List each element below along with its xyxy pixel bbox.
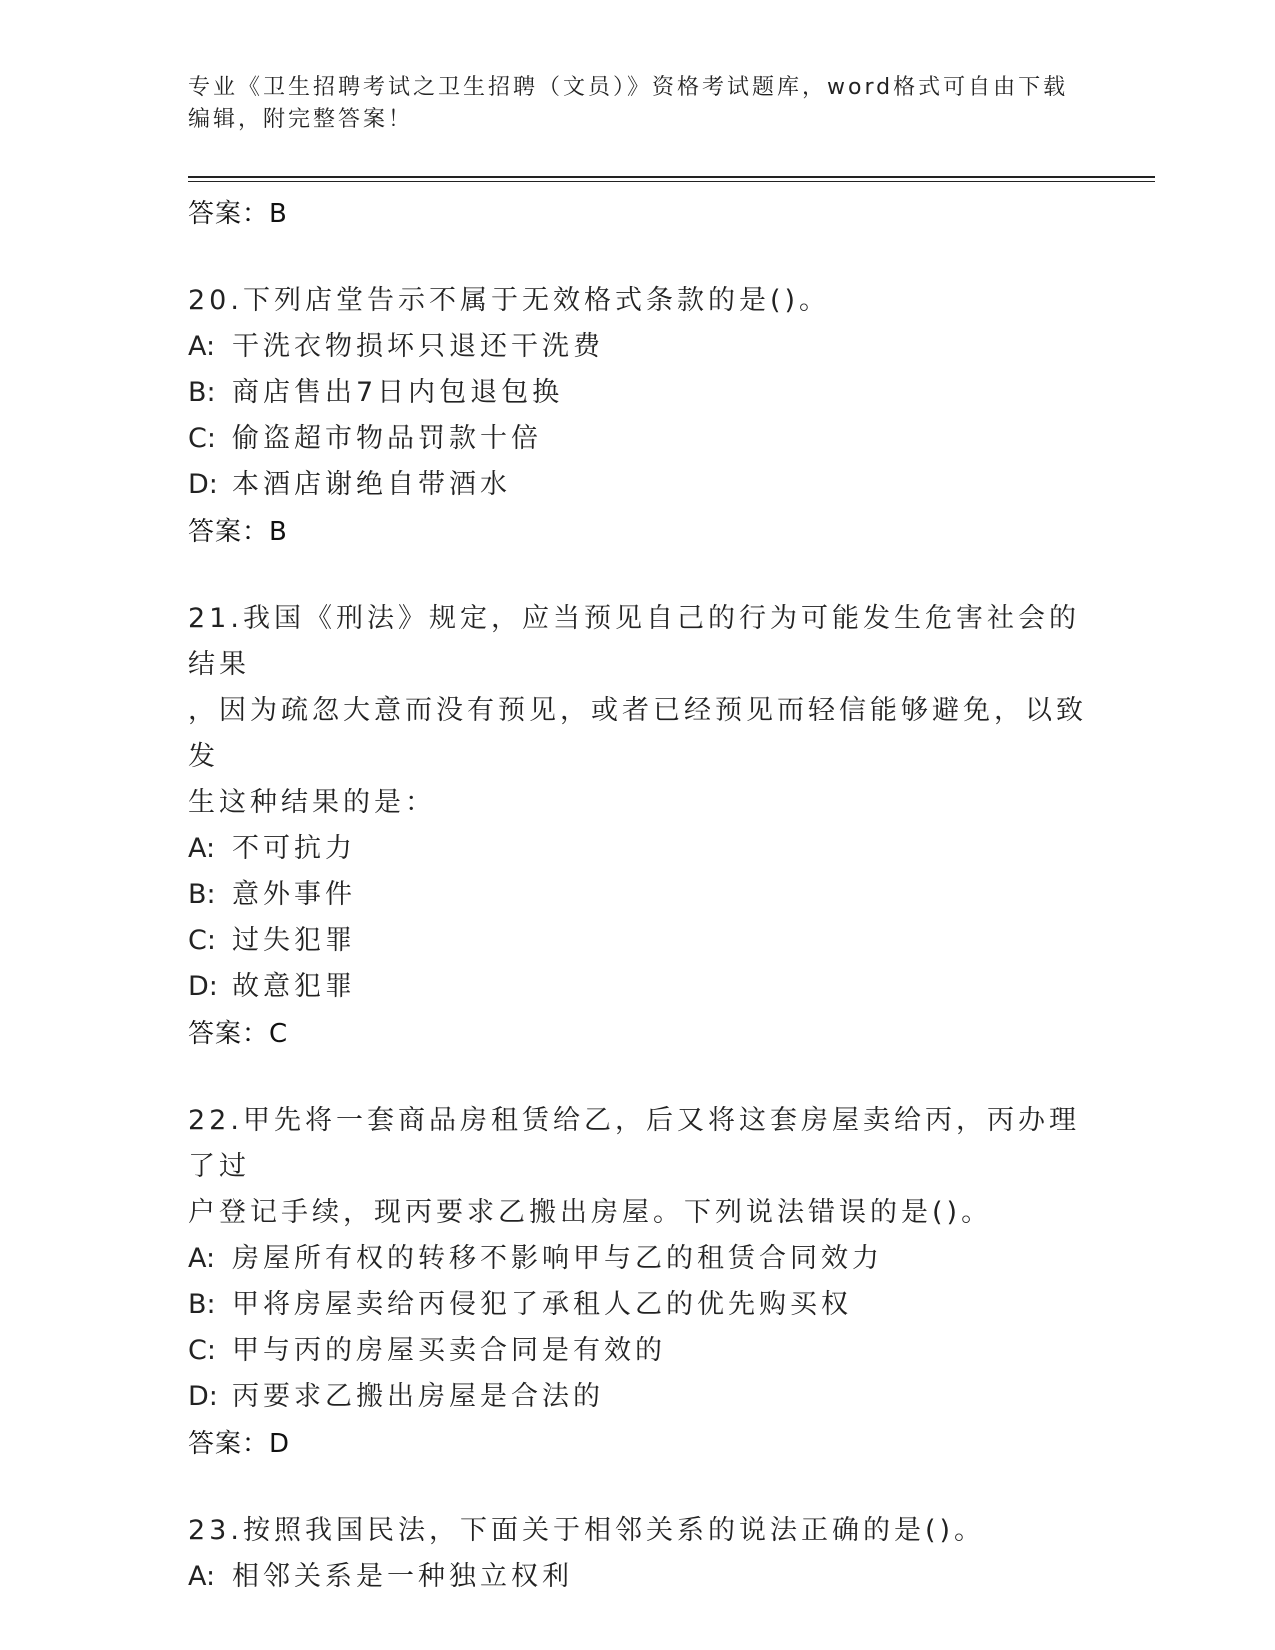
answer-value: B (269, 199, 287, 229)
option-key: A: (188, 833, 216, 864)
question-block (188, 596, 1088, 1052)
answer-line (188, 196, 1088, 232)
option-item (188, 826, 1088, 872)
question-stem-line: 21.我国《刑法》规定，应当预见自己的行为可能发生危害社会的结果 (188, 603, 1080, 680)
option-text: 偷盗超市物品罚款十倍 (232, 423, 542, 454)
answer-line (188, 1016, 1088, 1052)
question-block (188, 1098, 1088, 1462)
question-spacer (188, 232, 1088, 278)
question-stem-line: 23.按照我国民法，下面关于相邻关系的说法正确的是()。 (188, 1515, 986, 1546)
option-item (188, 1374, 1088, 1420)
question-block (188, 278, 1088, 550)
option-text: 相邻关系是一种独立权利 (232, 1561, 573, 1592)
header-divider (188, 176, 1155, 182)
answer-value: C (269, 1019, 288, 1049)
option-text: 商店售出7日内包退包换 (232, 377, 564, 408)
option-key: D: (188, 971, 218, 1002)
question-stem-line: 22.甲先将一套商品房租赁给乙，后又将这套房屋卖给丙，丙办理了过 (188, 1105, 1080, 1182)
option-item (188, 370, 1088, 416)
option-text: 房屋所有权的转移不影响甲与乙的租赁合同效力 (232, 1243, 883, 1274)
option-item (188, 1554, 1088, 1600)
option-text: 丙要求乙搬出房屋是合法的 (232, 1381, 604, 1412)
option-key: B: (188, 879, 216, 910)
option-text: 甲与丙的房屋买卖合同是有效的 (232, 1335, 666, 1366)
option-key: A: (188, 1243, 216, 1274)
question-spacer (188, 1052, 1088, 1098)
option-key: A: (188, 1561, 216, 1592)
question-stem-line: ，因为疏忽大意而没有预见，或者已经预见而轻信能够避免，以致发 (188, 695, 1087, 772)
answer-line (188, 1426, 1088, 1462)
option-text: 本酒店谢绝自带酒水 (232, 469, 511, 500)
answer-label: 答案： (188, 517, 270, 547)
question-list (188, 190, 1088, 1600)
option-key: B: (188, 1289, 216, 1320)
question-stem-line: 户登记手续，现丙要求乙搬出房屋。下列说法错误的是()。 (188, 1197, 993, 1228)
option-item (188, 918, 1088, 964)
question-block (188, 1508, 1088, 1600)
option-text: 不可抗力 (232, 833, 356, 864)
answer-value: B (269, 517, 287, 547)
answer-value: D (269, 1429, 290, 1459)
header-line-2: 编辑，附完整答案！ (188, 107, 414, 132)
answer-label: 答案： (188, 199, 270, 229)
option-text: 干洗衣物损坏只退还干洗费 (232, 331, 604, 362)
answer-label: 答案： (188, 1429, 270, 1459)
answer-line (188, 514, 1088, 550)
option-text: 甲将房屋卖给丙侵犯了承租人乙的优先购买权 (232, 1289, 852, 1320)
option-key: C: (188, 925, 216, 956)
option-item (188, 416, 1088, 462)
header-line-1: 专业《卫生招聘考试之卫生招聘（文员）》资格考试题库，word格式可自由下载 (188, 75, 1069, 100)
option-item (188, 1282, 1088, 1328)
option-text: 故意犯罪 (232, 971, 356, 1002)
option-item (188, 964, 1088, 1010)
option-item (188, 1236, 1088, 1282)
question-spacer (188, 1462, 1088, 1508)
option-key: B: (188, 377, 216, 408)
question-stem-line: 生这种结果的是： (188, 787, 436, 818)
option-item (188, 324, 1088, 370)
question-spacer (188, 550, 1088, 596)
option-text: 过失犯罪 (232, 925, 356, 956)
option-key: C: (188, 1335, 216, 1366)
option-key: C: (188, 423, 216, 454)
option-item (188, 1328, 1088, 1374)
answer-label: 答案： (188, 1019, 270, 1049)
question-stem-line: 20.下列店堂告示不属于无效格式条款的是()。 (188, 285, 831, 316)
option-key: A: (188, 331, 216, 362)
option-key: D: (188, 469, 218, 500)
option-item (188, 872, 1088, 918)
page-header (188, 72, 1088, 136)
option-text: 意外事件 (232, 879, 356, 910)
option-item (188, 462, 1088, 508)
option-key: D: (188, 1381, 218, 1412)
